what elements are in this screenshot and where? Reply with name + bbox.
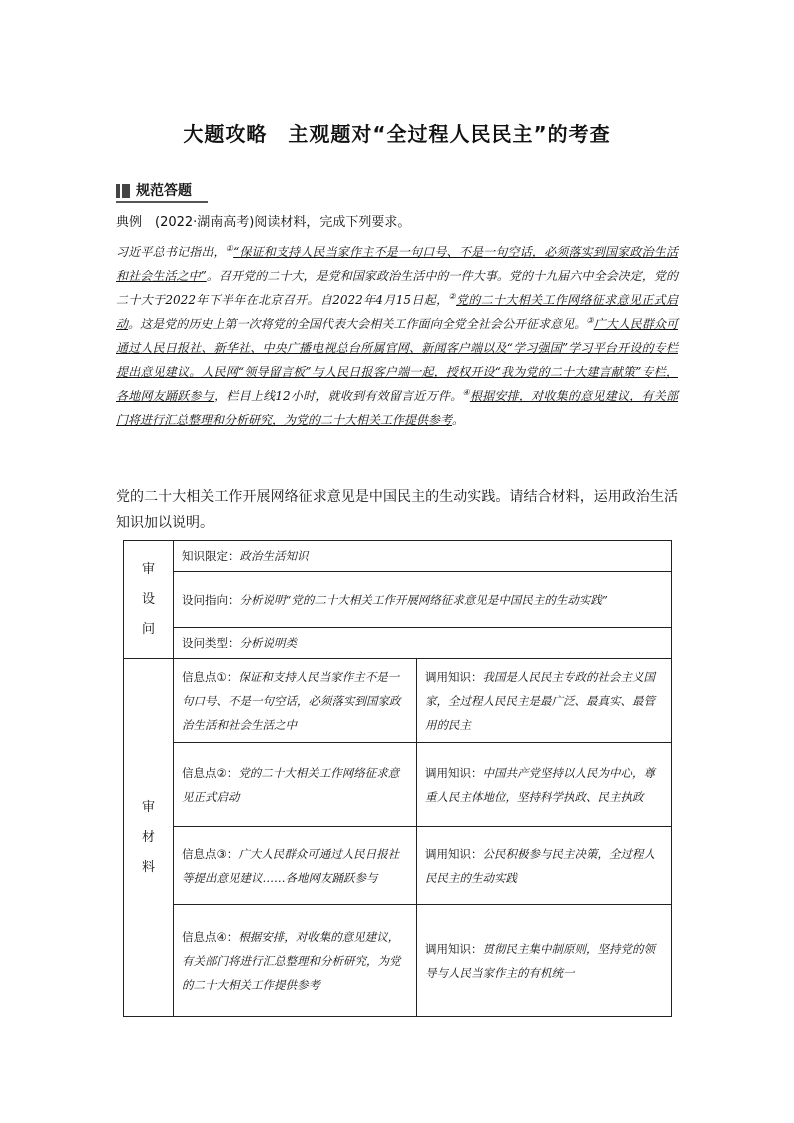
category-examine-question: 审 设 问 <box>124 541 174 659</box>
knowledge-cell: 调用知识：我国是人民民主专政的社会主义国家，全过程人民民主是最广泛、最真实、最管用的民主 <box>417 659 672 743</box>
info-point-1-text: “保证和支持人民当家作主不是一句口号、不是一句空话，必须落实到国家政治生活和社会生活之中” <box>116 245 679 283</box>
marker-1: ① <box>225 244 234 253</box>
info-point-2-text: 党的二十大相关工作网络征求意见正式启动 <box>116 293 679 331</box>
question-direction-cell: 设问指向：分析说明“党的二十大相关工作开展网络征求意见是中国民主的生动实践” <box>174 572 672 628</box>
reading-material <box>116 240 678 432</box>
knowledge-cell: 调用知识：中国共产党坚持以人民为中心，尊重人民主体地位，坚持科学执政、民主执政 <box>417 743 672 827</box>
marker-2: ② <box>448 292 456 301</box>
material-text: 习近平总书记指出， <box>116 245 226 259</box>
analysis-table <box>123 540 672 1017</box>
info-point-4-text: 根据安排，对收集的意见建议，有关部门将进行汇总整理和分析研究，为党的二十大相关工作提供参考 <box>116 389 678 427</box>
knowledge-scope-cell: 知识限定：政治生活知识 <box>174 541 672 572</box>
marker-4: ④ <box>462 388 470 397</box>
section-label: 规范答题 <box>136 183 192 199</box>
section-underline <box>116 201 208 203</box>
info-point-3-text: 广大人民群众可通过人民日报社、新华社、中央广播电视总台所属官网、新闻客户端以及“学习强国”学习平台开设的专栏提出意见建议。人民网“领导留言板”与人民日报客户端一起，授权开设“我为党的二十大建言献策”专栏，各地网友踊跃参与 <box>116 317 678 403</box>
material-text: ，栏目上线12小时，就收到有效留言近万件。 <box>214 389 463 403</box>
info-point-cell: 信息点③：广大人民群众可通过人民日报社等提出意见建议……各地网友踊跃参与 <box>174 827 417 905</box>
info-point-cell: 信息点④：根据安排，对收集的意见建议，有关部门将进行汇总整理和分析研究，为党的二十大相关工作提供参考 <box>174 905 417 1017</box>
section-header <box>116 180 676 202</box>
question-type-cell: 设问类型：分析说明类 <box>174 628 672 659</box>
knowledge-cell: 调用知识：贯彻民主集中制原则，坚持党的领导与人民当家作主的有机统一 <box>417 905 672 1017</box>
section-marker <box>122 184 130 198</box>
material-text: 。 <box>452 413 465 427</box>
material-text: 。这是党的历史上第一次将党的全国代表大会相关工作面向全党全社会公开征求意见。 <box>128 317 587 331</box>
section-marker <box>116 184 120 198</box>
example-intro: 典例 (2022·湖南高考)阅读材料，完成下列要求。 <box>116 215 411 230</box>
info-point-cell: 信息点②：党的二十大相关工作网络征求意见正式启动 <box>174 743 417 827</box>
knowledge-cell: 调用知识：公民积极参与民主决策，全过程人民民主的生动实践 <box>417 827 672 905</box>
page-title: 大题攻略 主观题对“全过程人民民主”的考查 <box>183 122 611 146</box>
info-point-cell: 信息点①：保证和支持人民当家作主不是一句口号、不是一句空话，必须落实到国家政治生活和社会生活之中 <box>174 659 417 743</box>
category-examine-material: 审 材 料 <box>124 659 174 1017</box>
marker-3: ③ <box>586 316 594 325</box>
question-text: 党的二十大相关工作开展网络征求意见是中国民主的生动实践。请结合材料，运用政治生活知识加以说明。 <box>116 489 678 531</box>
material-text: 。召开党的二十大，是党和国家政治生活中的一件大事。党的十九届六中全会决定，党的二十大于2022年下半年在北京召开。自2022年4月15日起， <box>116 269 678 307</box>
